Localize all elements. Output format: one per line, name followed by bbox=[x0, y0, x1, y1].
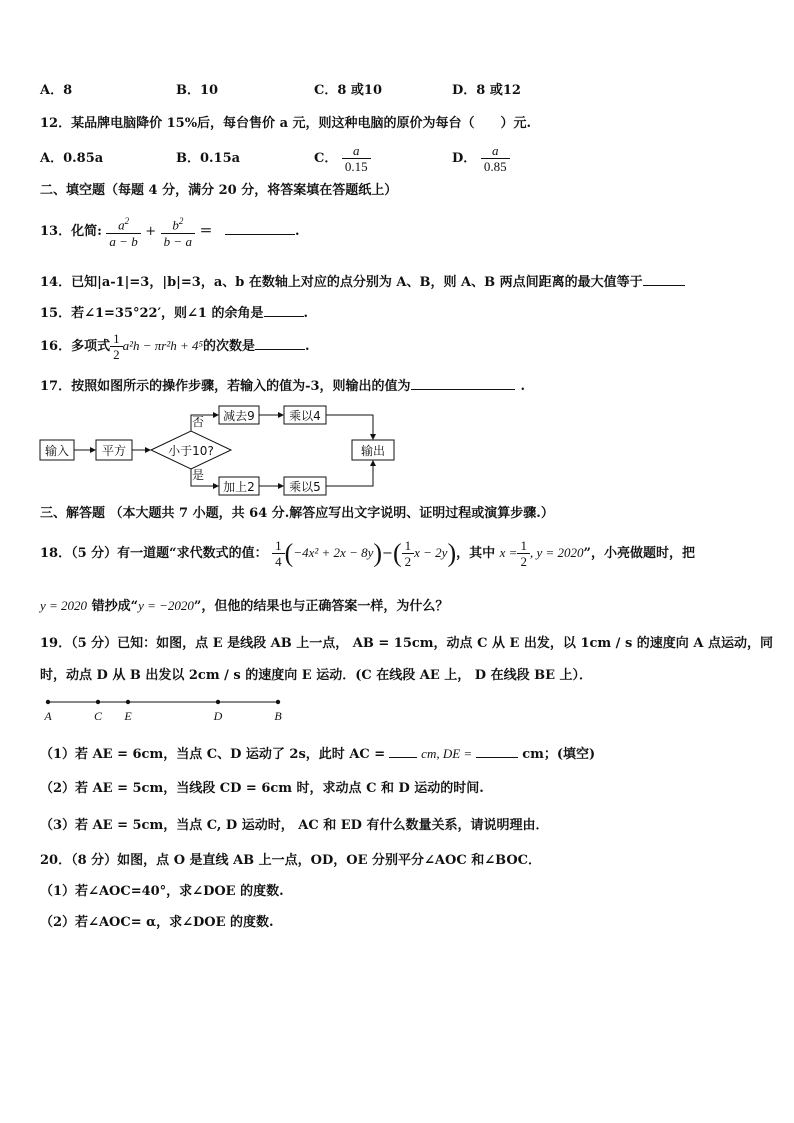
square-label: 平方 bbox=[101, 444, 127, 458]
q18-correct-y: y = 2020 bbox=[40, 598, 88, 613]
q18-expression-1: −4x² + 2x − 8y bbox=[293, 545, 374, 560]
q18-miscopied-y: y = −2020 bbox=[138, 598, 194, 613]
point-e bbox=[126, 700, 130, 704]
q19-part-1-mid: cm, DE = bbox=[421, 746, 473, 761]
q18-intro: 18．（5 分）有一道题“求代数式的值： bbox=[40, 546, 268, 561]
q12-option-d bbox=[452, 143, 510, 175]
fraction-numerator bbox=[106, 214, 140, 233]
arrow bbox=[326, 415, 373, 439]
q11-option-a: A．8 bbox=[40, 83, 73, 98]
q19-part-1-end: cm；(填空) bbox=[522, 747, 596, 762]
q15-period: . bbox=[303, 306, 309, 321]
q18-fraction-2 bbox=[402, 538, 415, 569]
q13-period: . bbox=[295, 224, 300, 239]
plus-sign: + bbox=[145, 224, 157, 239]
q19-line-2: 时，动点 D 从 B 出发以 2cm / s 的速度向 E 运动．(C 在线段 AE 上， D 在线段 BE 上）． bbox=[40, 668, 593, 683]
output-label: 输出 bbox=[360, 444, 386, 458]
q20-part-1: （1）若∠AOC=40°，求∠DOE 的度数. bbox=[40, 884, 284, 899]
fraction-denominator: a − b bbox=[109, 233, 138, 249]
q18-continuation: ”，小亮做题时，把 bbox=[583, 546, 695, 561]
add-2-label: 加上2 bbox=[223, 480, 255, 494]
q11-option-b: B．10 bbox=[176, 83, 219, 98]
q17-period: . bbox=[520, 379, 526, 394]
arrow bbox=[326, 461, 373, 486]
fraction-numerator: 1 bbox=[110, 331, 123, 347]
q18-where: ，其中 bbox=[456, 546, 496, 561]
no-label: 否 bbox=[191, 415, 205, 429]
point-d bbox=[216, 700, 220, 704]
fraction-denominator: 0.15 bbox=[344, 159, 368, 174]
multiply-4-label: 乘以4 bbox=[289, 409, 321, 423]
q12-option-b: B．0.15a bbox=[176, 151, 241, 166]
fraction-numerator: a bbox=[481, 143, 510, 159]
q19-segment-diagram bbox=[38, 693, 288, 725]
q16-polynomial: a²h − πr²h + 4⁵ bbox=[122, 338, 204, 353]
q20-stem: 20．（8 分）如图，点 O 是直线 AB 上一点，OD，OE 分别平分∠AOC 和∠BOC． bbox=[40, 853, 541, 868]
q13-answer-blank[interactable] bbox=[225, 220, 295, 235]
section-2-heading: 二、填空题（每题 4 分，满分 20 分，将答案填在答题纸上） bbox=[40, 183, 398, 198]
q11-option-d: D．8 或12 bbox=[452, 83, 521, 98]
q12-option-c-fraction bbox=[342, 143, 371, 174]
q12-option-c-label: C． bbox=[314, 151, 338, 166]
q16-period: . bbox=[305, 339, 310, 354]
label-b: B bbox=[274, 709, 282, 723]
q15-answer-blank[interactable] bbox=[264, 303, 304, 317]
point-a bbox=[46, 700, 50, 704]
point-b bbox=[276, 700, 280, 704]
fraction-denominator: 2 bbox=[520, 554, 527, 569]
q17-text: 17．按照如图所示的操作步骤，若输入的值为-3，则输出的值为 bbox=[40, 379, 411, 394]
q11-option-c: C．8 或10 bbox=[314, 83, 383, 98]
q13-fraction-2 bbox=[161, 214, 195, 248]
numerator-exponent: 2 bbox=[124, 216, 130, 227]
fraction-denominator: 2 bbox=[113, 347, 120, 362]
q13-label: 13．化简: bbox=[40, 224, 102, 239]
q12-stem: 12．某品牌电脑降价 15%后，每台售价 a 元，则这种电脑的原价为每台（ ）元. bbox=[40, 116, 532, 131]
q18-question: ”，但他的结果也与正确答案一样，为什么？ bbox=[193, 599, 449, 614]
q19-part-1-text: （1）若 AE = 6cm，当点 C、D 运动了 2s，此时 AC = bbox=[40, 747, 386, 762]
numerator-base: b bbox=[172, 217, 179, 233]
q18-fraction-1 bbox=[272, 538, 285, 569]
numerator-base: a bbox=[118, 217, 125, 233]
q19-part-2: （2）若 AE = 5cm，当线段 CD = 6cm 时，求动点 C 和 D 运动的时间. bbox=[40, 781, 484, 796]
q14-answer-blank[interactable] bbox=[643, 272, 685, 286]
label-d: D bbox=[213, 709, 223, 723]
q18-text: 错抄成“ bbox=[87, 599, 139, 614]
fraction-numerator: 1 bbox=[517, 538, 530, 554]
multiply-5-label: 乘以5 bbox=[289, 480, 321, 494]
label-e: E bbox=[124, 709, 132, 723]
q16-answer-blank[interactable] bbox=[255, 336, 305, 350]
q15-text: 15．若∠1=35°22′，则∠1 的余角是 bbox=[40, 306, 264, 321]
q20-part-2: （2）若∠AOC= α，求∠DOE 的度数. bbox=[40, 915, 274, 930]
fraction-numerator: 1 bbox=[402, 538, 415, 554]
q19-part-1 bbox=[40, 744, 595, 763]
fraction-numerator: a bbox=[342, 143, 371, 159]
fraction-numerator: 1 bbox=[272, 538, 285, 554]
section-3-heading: 三、解答题 （本大题共 7 小题，共 64 分.解答应写出文字说明、证明过程或演算步骤.） bbox=[40, 506, 554, 521]
label-c: C bbox=[93, 709, 103, 723]
subtract-9-label: 减去9 bbox=[223, 409, 255, 423]
q18-y-equals: , y = 2020 bbox=[529, 545, 584, 560]
q12-option-d-label: D． bbox=[452, 151, 477, 166]
q19-de-blank[interactable] bbox=[476, 744, 518, 758]
q12-option-a: A．0.85a bbox=[40, 151, 104, 166]
condition-label: 小于10? bbox=[168, 444, 214, 458]
minus-sign: − bbox=[382, 546, 393, 561]
q19-line-1: 19．（5 分）已知：如图，点 E 是线段 AB 上一点， AB = 15cm，动点 C 从 E 出发，以 1cm / s 的速度向 A 点运动，同 bbox=[40, 636, 773, 651]
q19-part-3: （3）若 AE = 5cm，当点 C, D 运动时， AC 和 ED 有什么数量关系，请说明理由． bbox=[40, 818, 549, 833]
input-label: 输入 bbox=[44, 444, 70, 458]
q17-flowchart bbox=[38, 405, 403, 497]
q18-line-1: 18．（5 分）有一道题“求代数式的值： $\frac{1}{4}$ (−4x² + 2x − 8y)−( $\frac{1}{2}$ x − 2y)，其中 x = $\frac{1}{2}$ , y = 2020”，小亮做题时，把 bbox=[40, 538, 695, 569]
q18-expression-2: x − 2y bbox=[414, 545, 448, 560]
q18-x-equals: x = bbox=[499, 545, 518, 560]
equals-sign: ＝ bbox=[199, 224, 213, 239]
q16 bbox=[40, 328, 310, 365]
q13 bbox=[40, 214, 300, 250]
q16-label: 16．多项式 bbox=[40, 339, 111, 354]
numerator-exponent: 2 bbox=[178, 216, 184, 227]
q14 bbox=[40, 272, 685, 291]
yes-label: 是 bbox=[191, 468, 205, 482]
label-a: A bbox=[44, 709, 52, 723]
fraction-denominator: 0.85 bbox=[483, 159, 507, 174]
q12-option-d-fraction bbox=[481, 143, 510, 174]
q15 bbox=[40, 303, 308, 322]
q16-question: 的次数是 bbox=[203, 339, 256, 354]
q16-fraction bbox=[110, 331, 123, 362]
point-c bbox=[96, 700, 100, 704]
fraction-denominator: 4 bbox=[275, 554, 282, 569]
fraction-numerator bbox=[161, 214, 195, 233]
q17-answer-blank[interactable] bbox=[411, 376, 515, 390]
q18-line-2 bbox=[40, 598, 448, 615]
q14-text: 14．已知|a-1|=3，|b|=3，a、b 在数轴上对应的点分别为 A、B，则 A、B 两点间距离的最大值等于 bbox=[40, 275, 643, 290]
q19-ac-blank[interactable] bbox=[389, 744, 417, 758]
q13-fraction-1 bbox=[106, 214, 140, 248]
q17 bbox=[40, 376, 525, 395]
q12-option-c bbox=[314, 143, 371, 175]
fraction-denominator: 2 bbox=[404, 554, 412, 569]
fraction-denominator: b − a bbox=[163, 233, 192, 249]
q18-x-value bbox=[517, 538, 530, 569]
